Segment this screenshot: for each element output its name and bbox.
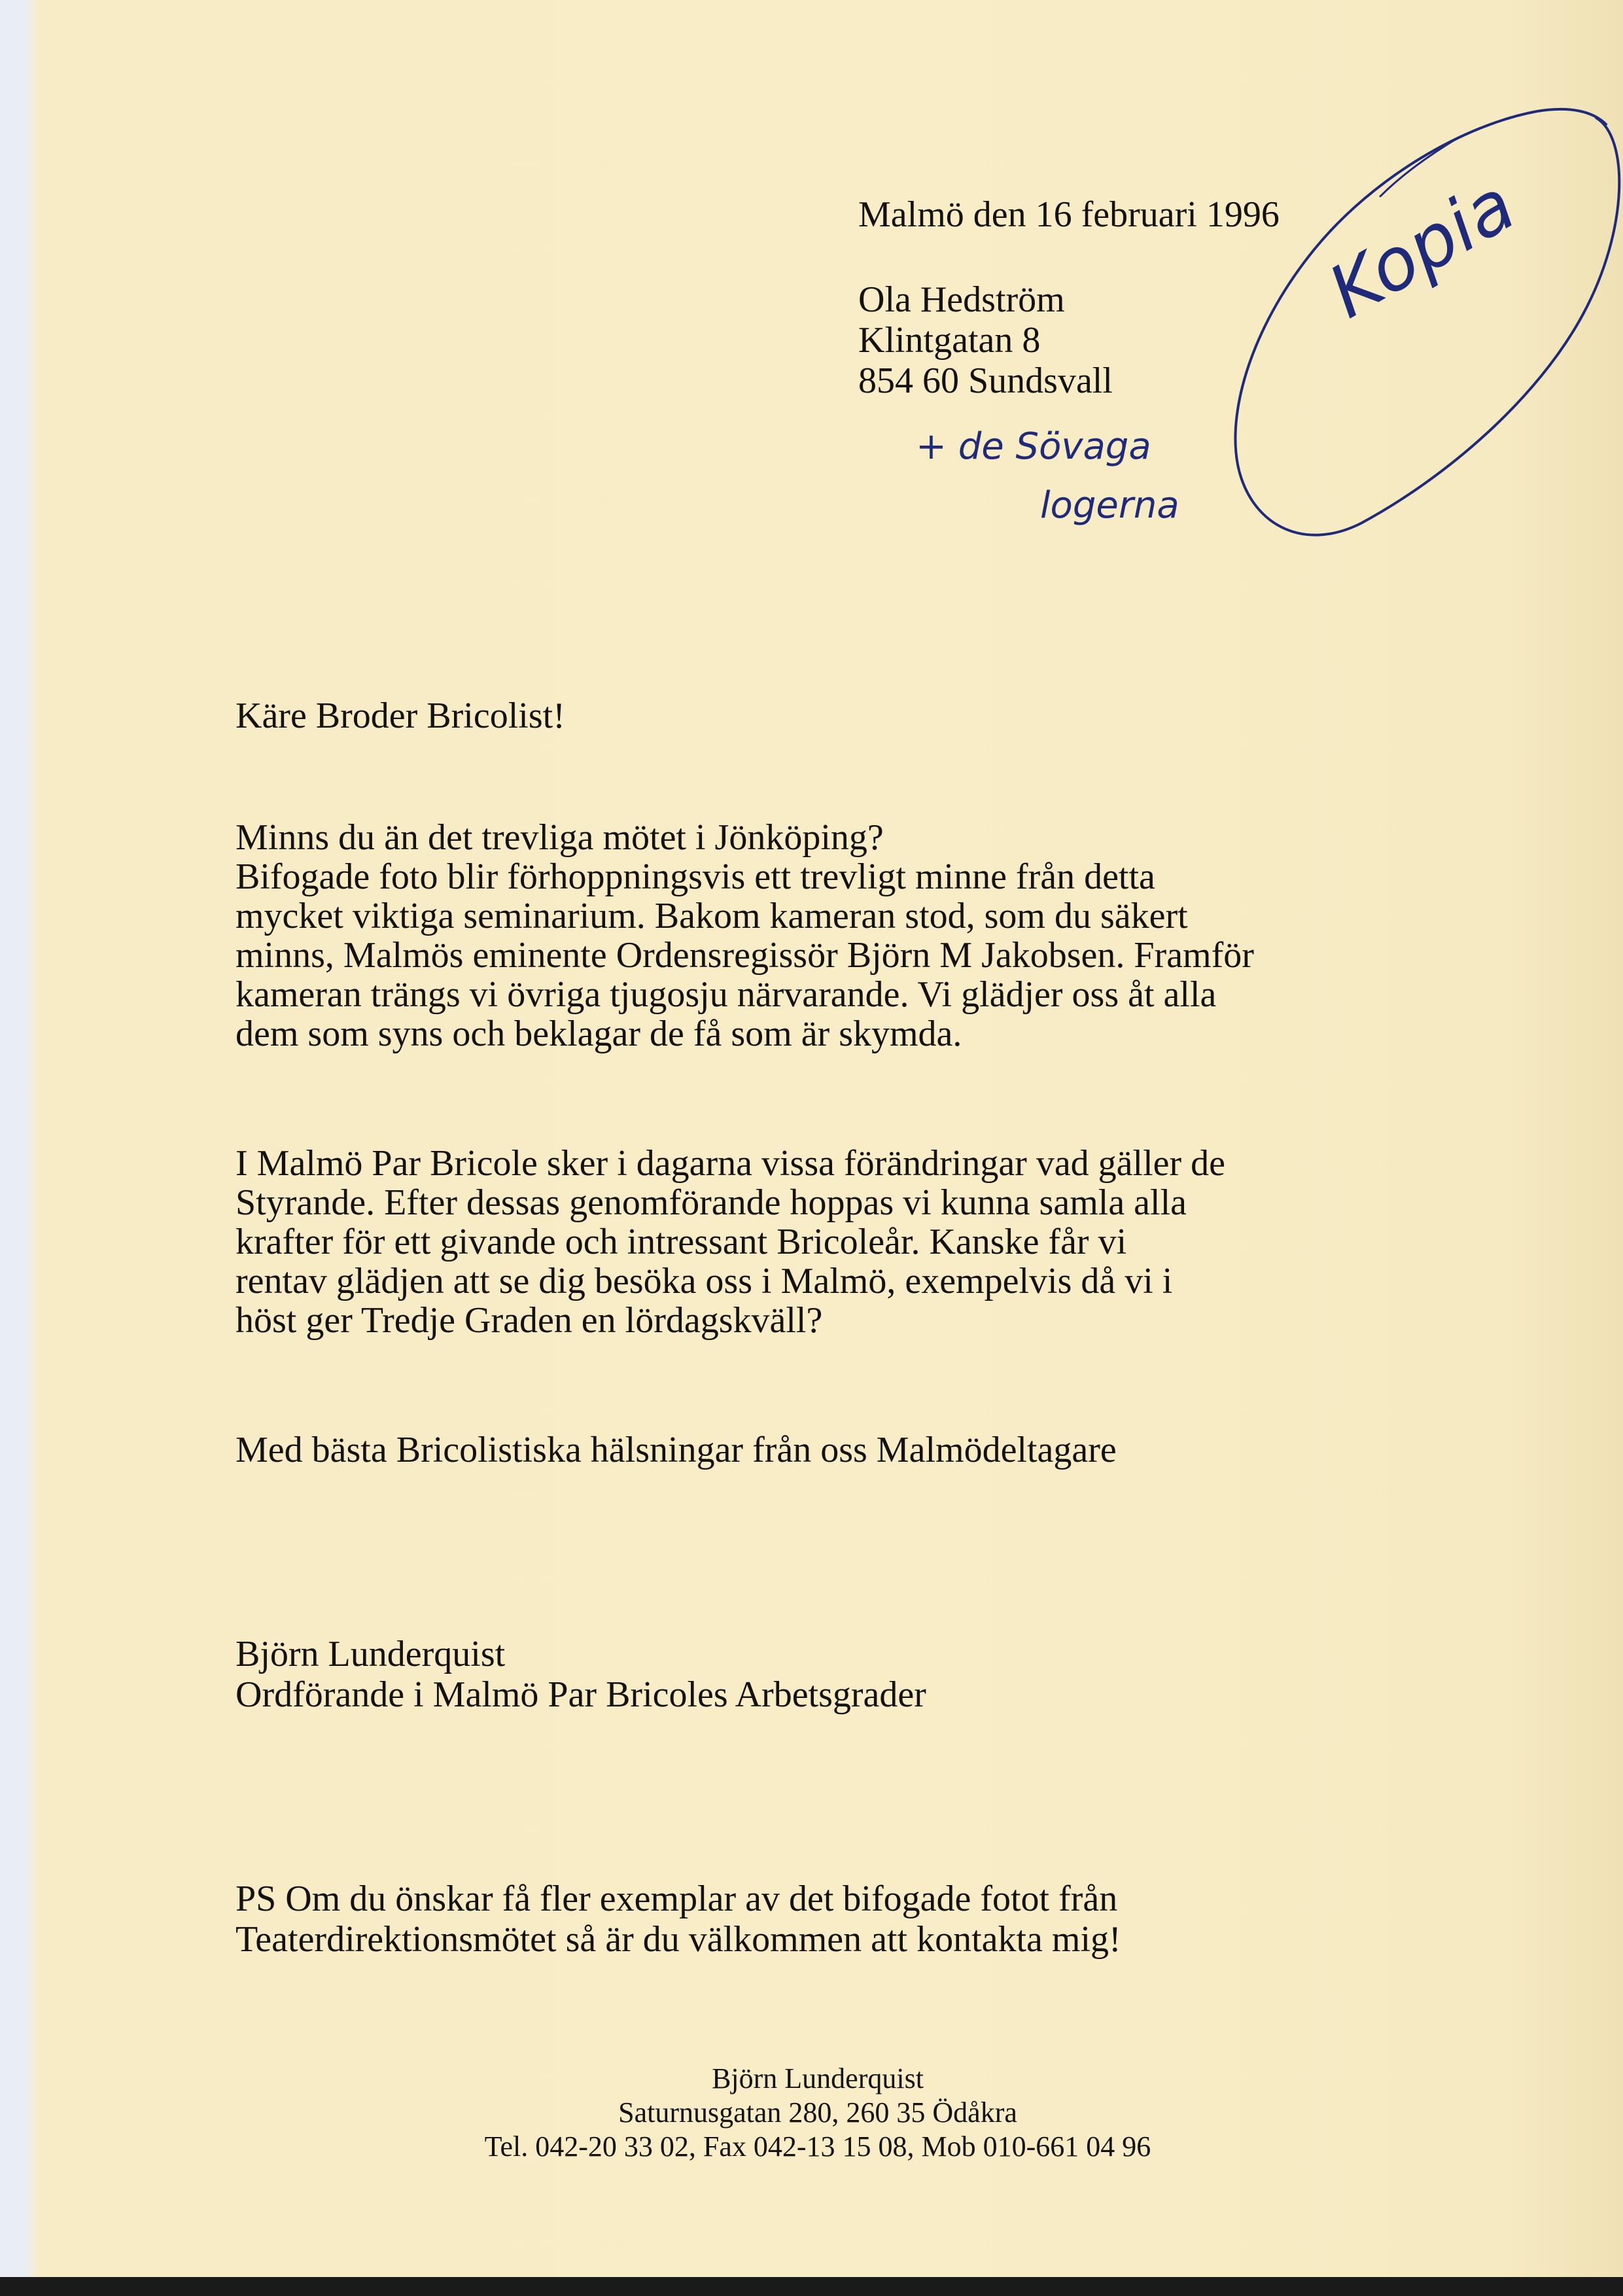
paragraph1-line-6: dem som syns och beklagar de få som är skymda. (236, 1014, 962, 1054)
paragraph1-line-2: Bifogade foto blir förhoppningsvis ett trevligt minne från detta (236, 857, 1155, 897)
margin-note-line-1: + de Sövaga (916, 425, 1151, 468)
closing: Med bästa Bricolistiska hälsningar från oss Malmödeltagare (236, 1430, 1117, 1470)
date-line: Malmö den 16 februari 1996 (858, 194, 1280, 235)
salutation: Käre Broder Bricolist! (236, 696, 565, 736)
recipient-name: Ola Hedström (858, 279, 1065, 320)
paragraph2-line-1: I Malmö Par Bricole sker i dagarna vissa förändringar vad gäller de (236, 1143, 1226, 1184)
paragraph1-line-4: minns, Malmös eminente Ordensregissör Björn M Jakobsen. Framför (236, 935, 1254, 976)
paragraph2-line-5: höst ger Tredje Graden en lördagskväll? (236, 1300, 823, 1341)
footer-address: Saturnusgatan 280, 260 35 Ödåkra (618, 2096, 1017, 2128)
scan-edge (0, 2277, 1623, 2296)
recipient-city: 854 60 Sundsvall (858, 361, 1113, 401)
kopia-handwriting: Kopia (1315, 162, 1529, 334)
paragraph1-line-3: mycket viktiga seminarium. Bakom kameran stod, som du säkert (236, 896, 1188, 936)
paragraph1-line-1: Minns du än det trevliga mötet i Jönköping? (236, 817, 884, 858)
margin-note-line-2: logerna (1040, 484, 1179, 527)
paragraph1-line-5: kameran trängs vi övriga tjugosju närvarande. Vi glädjer oss åt alla (236, 974, 1217, 1015)
footer-contact: Tel. 042-20 33 02, Fax 042-13 15 08, Mob 010-661 04 96 (484, 2130, 1151, 2163)
paragraph2-line-3: krafter för ett givande och intressant Bricoleår. Kanske får vi (236, 1222, 1127, 1262)
paragraph2-line-4: rentav glädjen att se dig besöka oss i Malmö, exempelvis då vi i (236, 1261, 1173, 1301)
signature-title: Ordförande i Malmö Par Bricoles Arbetsgrader (236, 1674, 926, 1715)
postscript-line-2: Teaterdirektionsmötet så är du välkommen att kontakta mig! (236, 1919, 1121, 1960)
postscript-line-1: PS Om du önskar få fler exemplar av det bifogade fotot från (236, 1879, 1118, 1919)
recipient-street: Klintgatan 8 (858, 320, 1041, 361)
paragraph2-line-2: Styrande. Efter dessas genomförande hoppas vi kunna samla alla (236, 1182, 1187, 1223)
circle-stamp-icon (1230, 98, 1623, 543)
footer-name: Björn Lunderquist (712, 2062, 924, 2094)
signature-name: Björn Lunderquist (236, 1634, 506, 1674)
